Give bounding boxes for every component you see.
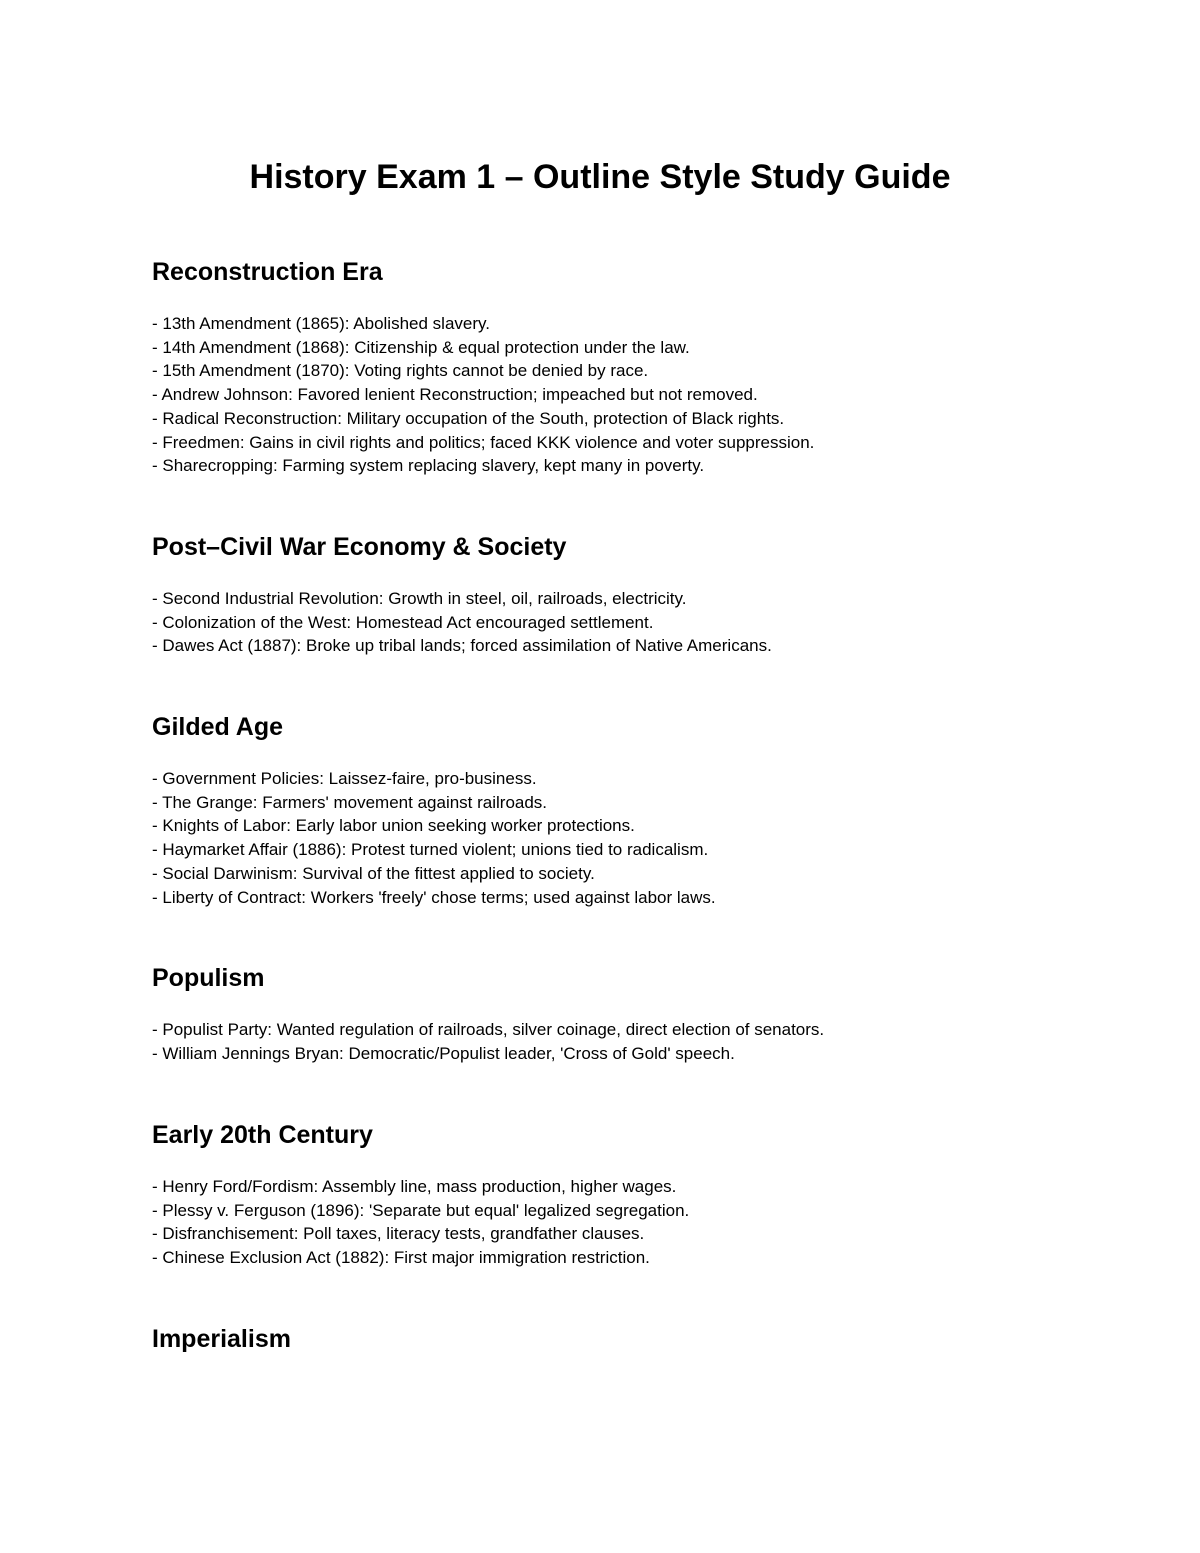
list-item: - Dawes Act (1887): Broke up tribal lands; forced assimilation of Native Americans.: [152, 636, 772, 656]
list-item: - Chinese Exclusion Act (1882): First major immigration restriction.: [152, 1248, 650, 1268]
list-item: - 14th Amendment (1868): Citizenship & equal protection under the law.: [152, 337, 690, 357]
list-item: - Second Industrial Revolution: Growth in steel, oil, railroads, electricity.: [152, 589, 687, 608]
list-item: - Andrew Johnson: Favored lenient Reconstruction; impeached but not removed.: [152, 385, 758, 405]
section-heading: Imperialism: [152, 1325, 291, 1353]
list-item: - Plessy v. Ferguson (1896): 'Separate but equal' legalized segregation.: [152, 1200, 690, 1220]
list-item: - Liberty of Contract: Workers 'freely' chose terms; used against labor laws.: [152, 887, 716, 907]
list-item: - William Jennings Bryan: Democratic/Populist leader, 'Cross of Gold' speech.: [152, 1043, 735, 1063]
section-heading: Populism: [152, 964, 265, 992]
bullet-list: [152, 312, 1112, 478]
list-item: - Social Darwinism: Survival of the fittest applied to society.: [152, 863, 595, 883]
list-item: - Haymarket Affair (1886): Protest turned violent; unions tied to radicalism.: [152, 840, 709, 860]
section-heading: Gilded Age: [152, 713, 284, 741]
list-item: - Populist Party: Wanted regulation of railroads, silver coinage, direct election of senators.: [152, 1020, 825, 1039]
section-gilded-age: [152, 711, 1112, 909]
bullet-list: [152, 1018, 1112, 1065]
section-heading: Early 20th Century: [152, 1121, 373, 1149]
bullet-list: [152, 1175, 1112, 1270]
bullet-list: [152, 587, 1112, 658]
list-item: - Freedmen: Gains in civil rights and politics; faced KKK violence and voter suppression.: [152, 432, 815, 452]
list-item: - Knights of Labor: Early labor union seeking worker protections.: [152, 816, 635, 836]
section-imperialism: [152, 1323, 1112, 1355]
section-heading: Reconstruction Era: [152, 258, 383, 286]
list-item: - Colonization of the West: Homestead Act encouraged settlement.: [152, 612, 654, 632]
list-item: - Disfranchisement: Poll taxes, literacy tests, grandfather clauses.: [152, 1224, 645, 1244]
section-reconstruction-era: [152, 256, 1112, 478]
list-item: - The Grange: Farmers' movement against railroads.: [152, 792, 548, 812]
list-item: - Henry Ford/Fordism: Assembly line, mass production, higher wages.: [152, 1177, 677, 1196]
list-item: - 15th Amendment (1870): Voting rights cannot be denied by race.: [152, 361, 649, 381]
list-item: - Radical Reconstruction: Military occupation of the South, protection of Black rights.: [152, 408, 785, 428]
bullet-list: [152, 767, 1112, 909]
document-title: History Exam 1 – Outline Style Study Guide: [249, 158, 951, 196]
section-populism: [152, 962, 1112, 1065]
list-item: - Sharecropping: Farming system replacing slavery, kept many in poverty.: [152, 456, 705, 476]
section-heading: Post–Civil War Economy & Society: [152, 533, 567, 561]
list-item: - Government Policies: Laissez-faire, pro-business.: [152, 769, 537, 788]
list-item: - 13th Amendment (1865): Abolished slavery.: [152, 314, 490, 333]
section-post-civil-war-economy: [152, 531, 1112, 658]
section-early-20th-century: [152, 1119, 1112, 1270]
